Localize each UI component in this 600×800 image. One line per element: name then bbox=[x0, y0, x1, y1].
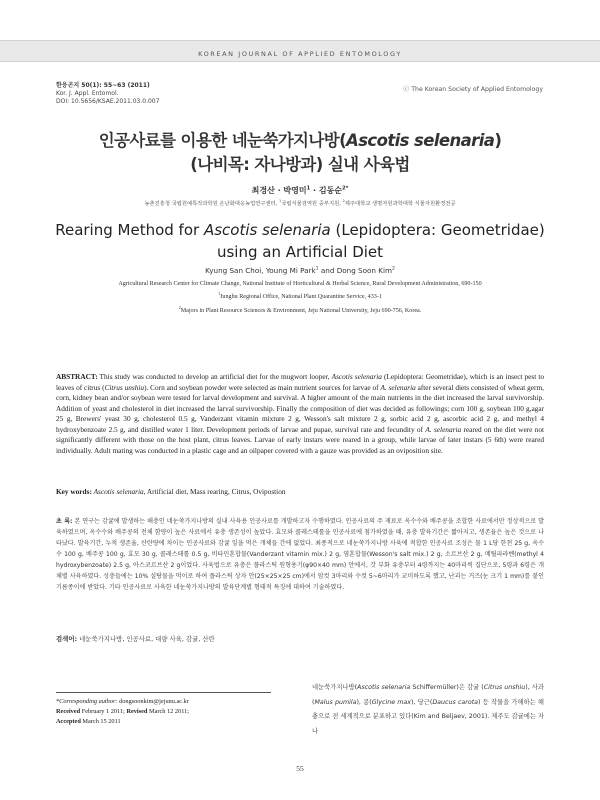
received-revised bbox=[56, 707, 286, 717]
revised-label: Revised bbox=[126, 708, 148, 715]
korean-keywords bbox=[56, 634, 544, 643]
korean-author-names-2: · 김동순 bbox=[310, 186, 343, 195]
corresponding-email: dongsoonkim@jejunu.ac.kr bbox=[117, 698, 189, 705]
body-species-2: Citrus unshiu bbox=[483, 684, 526, 691]
korean-keywords-label: 검색어: bbox=[56, 635, 78, 643]
english-keywords bbox=[56, 487, 544, 496]
english-author-mark-2: 2 bbox=[391, 266, 395, 272]
english-title-line-2: using an Artificial Diet bbox=[216, 243, 384, 261]
korean-affil-1: 농촌진흥청 국립원예특작과학원 온난화대응농업연구센터, bbox=[144, 201, 280, 207]
body-species-5: Daucus carota bbox=[432, 698, 479, 706]
abstract-text-3: ). Corn and soybean powder were selected as main nutrient sources for larvae of bbox=[144, 382, 381, 392]
body-text-1: 네눈쑥가지나방( bbox=[312, 684, 358, 691]
korean-abstract-label: 초 록: bbox=[56, 518, 73, 525]
english-affil-2: Jungbu Regional Office, National Plant Quarantine Service, 433-1 bbox=[220, 294, 382, 301]
journal-header: KOREAN JOURNAL OF APPLIED ENTOMOLOGY bbox=[198, 50, 402, 58]
accepted-date: March 15 2011 bbox=[80, 718, 121, 725]
abstract-text-1: This study was conducted to develop an artificial diet for the mugwort looper, bbox=[97, 372, 332, 381]
keywords-species: Ascotis selenaria bbox=[91, 487, 144, 496]
footnote-divider bbox=[56, 692, 271, 693]
english-affil-mark-1: 1 bbox=[218, 291, 221, 297]
abstract-text-4: after several diets consisted of wheat germ, corn, kidney bean and/or soybean were tested for larval development and survival. A higher amount of the main nutrients in the diet increased the larval survivorship. Addition of yeast and cholesterol in diet increased the larval survivorship. Finally the composition of diet was decided as followings; corn 100 g, soybean 100 g,agar 25 g, Brewers' yeast 30 g, cholesterol 0.5 g, Vanderzant vitamin mixture 2 g, Wesson's salt mixture 2 g, sorbic acid 2 g, ascorbic acid 2 g, and methyl 4 hydroxybenzoate 2.5 g, and distilled water 1 liter. Development periods of larvae and pupae, survival rate and fecundity of bbox=[56, 382, 544, 434]
accepted-label: Accepted bbox=[56, 718, 81, 725]
korean-affil-3: 제주대학교 생명자원과학대학 식물자원환경전공 bbox=[344, 201, 456, 207]
korean-affiliations bbox=[0, 199, 600, 207]
korean-affil-2: 국립식물검역원 중부지원, bbox=[281, 201, 343, 207]
revised-date: March 12 2011; bbox=[147, 708, 190, 715]
accepted-line bbox=[56, 717, 286, 727]
received-label: Received bbox=[56, 708, 81, 715]
english-affil-3: Majors in Plant Resource Sciences & Environment, Jeju National University, Jeju 690-756, Korea. bbox=[180, 307, 422, 314]
received-date: February 1 2011; bbox=[80, 708, 127, 715]
body-species-3: Malus pumila bbox=[314, 698, 357, 706]
english-affil-3-line bbox=[60, 303, 540, 316]
english-affiliations bbox=[60, 280, 540, 316]
body-species-1: Ascotis selenaria bbox=[357, 684, 411, 691]
body-text-3: ), 사과( bbox=[312, 684, 544, 706]
english-author-names-1: Kyung San Choi, Young Mi Park bbox=[205, 266, 316, 275]
corresponding-label: *Corresponding author: bbox=[56, 698, 118, 705]
journal-header-band bbox=[0, 40, 600, 62]
abstract-species-4: A. selenaria bbox=[425, 424, 462, 434]
korean-authors bbox=[0, 185, 600, 196]
korean-title-species: Ascotis selenaria bbox=[346, 131, 495, 150]
citation-doi: DOI: 10.5656/KSAE.2011.03.0.007 bbox=[56, 98, 160, 105]
english-abstract bbox=[56, 372, 544, 456]
korean-author-names-1: 최경산 · 박영미 bbox=[251, 186, 307, 195]
korean-abstract bbox=[56, 516, 544, 593]
english-affil-2-line bbox=[60, 289, 540, 302]
abstract-species-3: A. selenaria bbox=[380, 382, 416, 392]
abstract-species-1: Ascotis selenaria bbox=[331, 372, 382, 381]
english-title-rest: (Lepidoptera: Geometridae) bbox=[330, 221, 545, 239]
english-title-line-1 bbox=[0, 221, 600, 239]
english-affil-1: Agricultural Research Center for Climate Change, National Institute of Horticultural & Herbal Science, Rural Development Administration, 690-150 bbox=[118, 281, 482, 287]
korean-abstract-text: 본 연구는 감귤에 발생하는 해충인 네눈쑥가지나방의 실내 사육용 인공사료를 개발하고자 수행하였다. 인공사료의 주 재료로 옥수수와 배주콩을 조합한 사료에서만 정상적으로 발육하였으며, 옥수수와 배주콩의 전체 함량이 높은 사료에서 유충 생존성이 높았다. 효모와 콜레스테롤을 인공사료에 첨가하였을 때, 유충 발육기간은 짧아지고, 생존율은 높은 것으로 나타났다. 발육기간, 누적 생존율, 산란량에 차이는 인공사료와 감귤 잎을 먹은 개체들 간에 없었다. 최종적으로 네눈쑥가지나방 사육에 적합한 인공사료 조성은 물 1 L당 한천 25 g, 옥수수 100 g, 배주콩 100 g, 효모 30 g, 콜레스테롤 0.5 g, 비타민혼합물(Vanderzant vitamin mix.) 2 g, 염혼합물(Wesson's salt mix.) 2 g, 소르브산 2 g, 메틸파라벤(methyl 4 hydroxybenzoate) 2.5 g, 아스코르브산 2 g이었다. 사육법으로 유충은 플라스틱 원형용기(φ90×40 mm) 안에서, 갓 부화 유충부터 4령까지는 40마리씩 집단으로, 5령과 6령은 개체별 사육하였다. 성충들에는 10% 설탕물을 먹이로 하여 플라스틱 상자 안(25×25×25 cm)에서 암컷 3마리와 수컷 5~6마리가 교미하도록 했고, 난괴는 거즈(눈 크기 1 mm)를 붙인 기름종이에 받았다. 기타 인공사료로 사육한 네눈쑥가지나방의 발육단계별 형태적 특징에 대하여 기술하였다. bbox=[56, 518, 544, 591]
korean-affil-mark-2: 2 bbox=[342, 199, 345, 204]
copyright-society: ⓒ The Korean Society of Applied Entomology bbox=[403, 86, 543, 93]
body-text-5: ), 당근( bbox=[411, 698, 433, 706]
abstract-text-5: reared on the diet were not significantly different with those on the host plant, citrus leaves. Larvae of early instars were reared in a group, while larvae of later instars (5 6th) were reared individually. Adult mating was conducted in a plastic cage and an oilpaper covered with a gauze was provided as an oviposition site. bbox=[56, 424, 545, 455]
english-title-species: Ascotis selenaria bbox=[203, 221, 331, 239]
body-species-4: Glycine max bbox=[371, 698, 412, 706]
english-title-text: Rearing Method for bbox=[55, 221, 204, 239]
body-text-intro bbox=[312, 681, 544, 739]
korean-keywords-list: 네눈쑥가지나방, 인공사료, 대량 사육, 감귤, 산란 bbox=[77, 635, 215, 643]
english-author-mark-1: 1 bbox=[315, 266, 319, 272]
citation-korean: 한응곤지 50(1): 55~63 (2011) bbox=[56, 82, 150, 89]
page-number: 55 bbox=[296, 764, 304, 773]
korean-title-paren: ) bbox=[494, 131, 502, 150]
korean-title-line-2: (나비목: 자나방과) 실내 사육법 bbox=[190, 155, 410, 174]
korean-author-mark-1: 1 bbox=[306, 185, 311, 192]
keywords-list: , Artificial diet, Mass rearing, Citrus, Ovipostion bbox=[143, 487, 286, 496]
english-author-names-2: and Dong Soon Kim bbox=[318, 266, 392, 275]
abstract-text-2: (Lepidoptera: Geometridae), which is an insect pest to leaves of citrus ( bbox=[56, 372, 544, 392]
english-authors bbox=[0, 266, 600, 275]
citation-journal: Kor. J. Appl. Entomol. bbox=[56, 90, 119, 97]
english-affil-mark-2: 2 bbox=[178, 304, 181, 310]
keywords-label: Key words: bbox=[56, 487, 92, 496]
citation-block bbox=[56, 82, 159, 106]
abstract-species-2: Citrus unshiu bbox=[104, 382, 145, 392]
corresponding-author bbox=[56, 697, 286, 707]
abstract-label: ABSTRACT: bbox=[56, 372, 98, 381]
korean-author-mark-2: 2* bbox=[342, 185, 349, 192]
body-text-6: ) 등 작물을 가해하는 해충으로 전 세계적으로 분포하고 있다(Kim and Beljaev, 2001). 제주도 감귤에는 자나 bbox=[312, 698, 545, 735]
footnote-block bbox=[56, 697, 286, 727]
body-text-4: ), 콩( bbox=[356, 698, 372, 706]
korean-title-line-1 bbox=[0, 127, 600, 151]
korean-title-text: 인공사료를 이용한 네눈쑥가지나방( bbox=[98, 131, 347, 150]
body-text-2: Schiffermüller)은 감귤 ( bbox=[410, 684, 484, 691]
korean-affil-mark-1: 1 bbox=[279, 199, 282, 204]
